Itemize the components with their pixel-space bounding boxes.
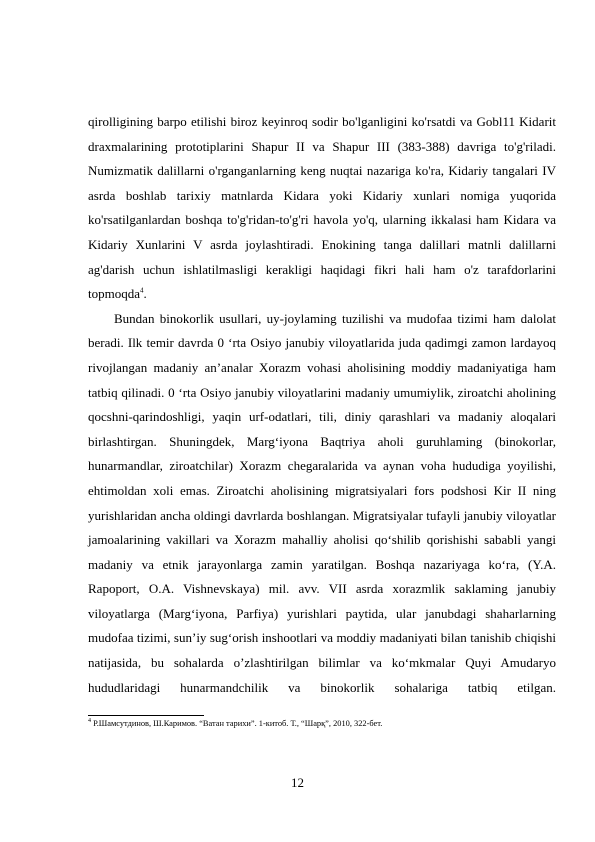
footnote-number: 4	[88, 718, 91, 725]
footnote-reference: 4	[140, 286, 144, 295]
paragraph-1	[88, 110, 556, 307]
footnote-text: Р.Шамсутдинов, Ш.Каримов. “Ватан тарихи”. 1-китоб. Т., “Шарқ”, 2010, 322-бет.	[91, 719, 383, 728]
page-number: 12	[291, 775, 304, 790]
footnote	[88, 718, 558, 729]
paragraph-1-end: .	[143, 286, 147, 302]
paragraph-1-text: qirolligining barpo etilishi biroz keyinroq sodir bo'lganligini ko'rsatdi va Gobl11 Kidarit draxmalarining prototiplarini Shapur II va Shapur III (383-388) davriga to'g'riladi. Numizmatik dalillarni o'rganganlarning keng nuqtai nazariga ko'ra, Kidariy tangalari IV asrda boshlab tarixiy matnlarda Kidara yoki Kidariy xunlari nomiga yuqorida ko'rsatilganlardan boshqa to'g'ridan-to'g'ri havola yo'q, ularning ikkalasi ham Kidara va Kidariy Xunlarini V asrda joylashtiradi. Enokining tanga dalillari matnli dalillarni ag'darish uchun ishlatilmasligi kerakligi haqidagi fikri hali ham o'z tarafdorlarini topmoqda	[88, 114, 556, 302]
footnote-divider	[88, 715, 204, 716]
page-body	[88, 110, 556, 700]
paragraph-2: Bundan binokorlik usullari, uy-joylaming tuzilishi va mudofaa tizimi ham dalolat beradi. Ilk temir davrda 0 ‘rta Osiyo janubiy viloyatlarida juda qadimgi zamon lardayoq rivojlangan madaniy an’analar Xorazm vohasi aholisining moddiy madaniyatiga ham tatbiq qilinadi. 0 ‘rta Osiyo janubiy viloyatlarini madaniy umumiylik, ziroatchi aholining qocshni-qarindoshligi, yaqin urf-odatlari, tili, diniy qarashlari va madaniy aloqalari birlashtirgan. Shuningdek, Marg‘iyona Baqtriya aholi guruhlaming (binokorlar, hunarmandlar, ziroatchilar) Xorazm chegaralarida va aynan voha hududiga yoyilishi, ehtimoldan xoli emas. Ziroatchi aholisining migratsiyalari fors podshosi Kir II ning yurishlaridan ancha oldingi davrlarda boshlangan. Migratsiyalar tufayli janubiy viloyatlar jamoalarining vakillari va Xorazm mahalliy aholisi qo‘shilib qorishishi sababli yangi madaniy va etnik jarayonlarga zamin yaratilgan. Boshqa nazariyaga ko‘ra, (Y.A. Rapoport, O.A. Vishnevskaya) mil. avv. VII asrda xorazmlik saklaming janubiy viloyatlarga (Marg‘iyona, Parfiya) yurishlari paytida, ular janubdagi shaharlarning mudofaa tizimi, sun’iy sug‘orish inshootlari va moddiy madaniyati bilan tanishib chiqishi natijasida, bu sohalarda o’zlashtirilgan bilimlar va ko‘mkmalar Quyi Amudaryo hududlaridagi hunarmandchilik va binokorlik sohalariga tatbiq etilgan.	[88, 310, 556, 695]
